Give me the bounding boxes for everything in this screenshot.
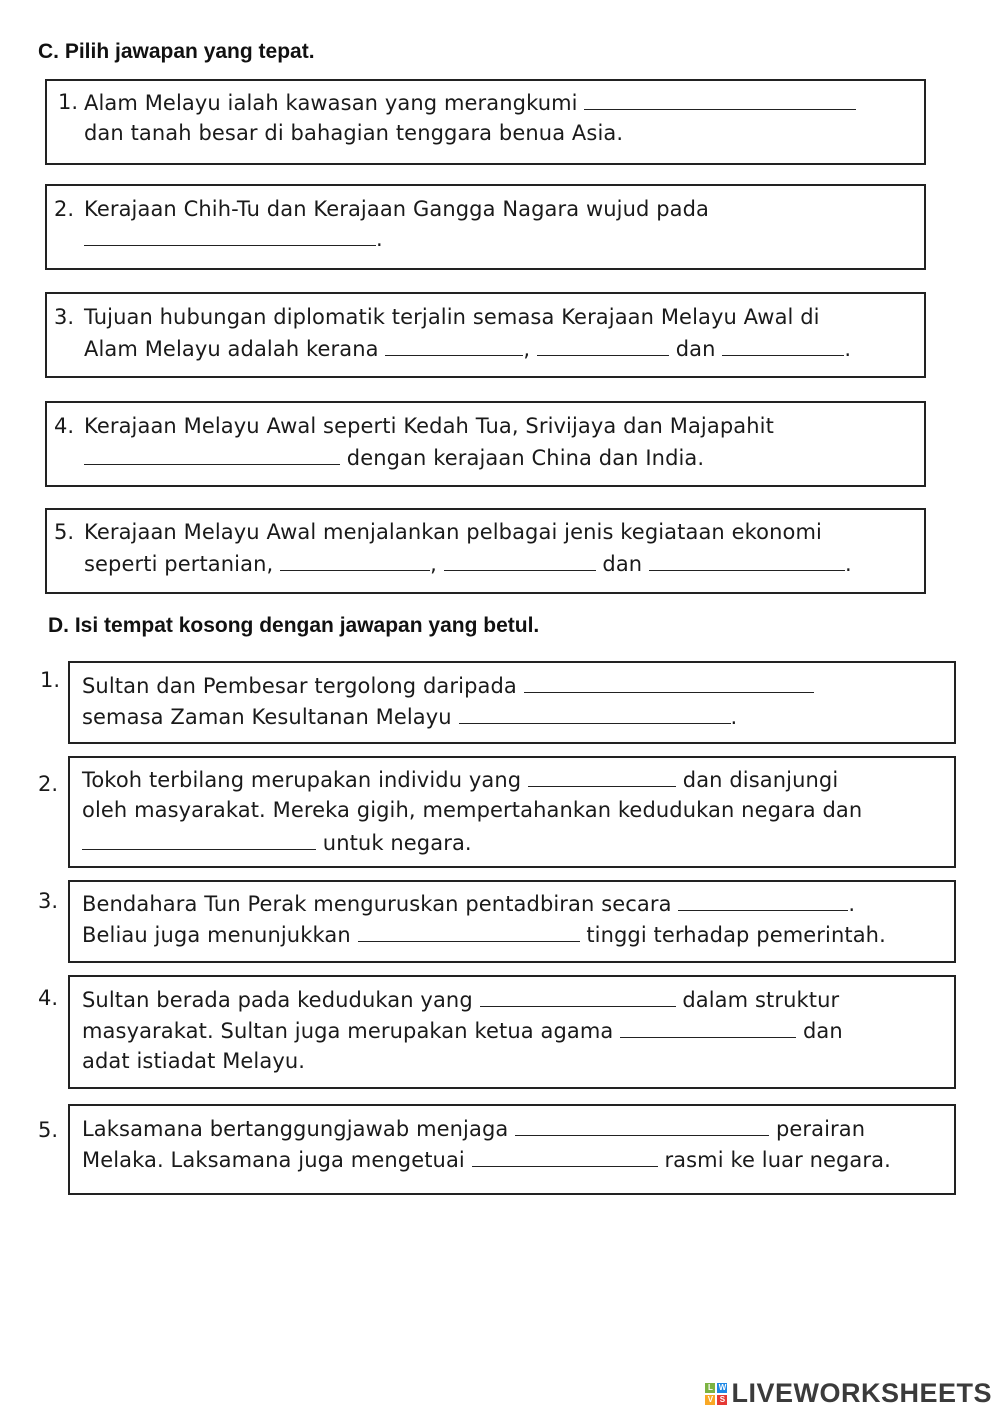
- answer-blank[interactable]: [528, 767, 676, 787]
- question-text: Beliau juga menunjukkan: [82, 923, 351, 947]
- answer-blank[interactable]: [459, 704, 731, 724]
- answer-blank[interactable]: [358, 922, 580, 942]
- answer-blank[interactable]: [444, 551, 596, 571]
- question-text: Kerajaan Melayu Awal seperti Kedah Tua, Srivijaya dan Majapahit: [84, 414, 774, 438]
- question-number: 3.: [38, 889, 59, 913]
- question-number: 2.: [54, 197, 75, 221]
- logo-tile-green: L: [705, 1383, 715, 1393]
- question-box-c2: [45, 184, 926, 270]
- question-text: masyarakat. Sultan juga merupakan ketua agama: [82, 1019, 614, 1043]
- question-text: dan tanah besar di bahagian tenggara benua Asia.: [84, 121, 624, 145]
- question-number: 1.: [58, 90, 79, 114]
- question-text: tinggi terhadap pemerintah.: [586, 923, 886, 947]
- question-box-d2: [68, 756, 956, 868]
- question-text: Sultan dan Pembesar tergolong daripada: [82, 674, 517, 698]
- question-box-d4: [68, 975, 956, 1089]
- question-text: Laksamana bertanggungjawab menjaga: [82, 1117, 509, 1141]
- question-box-d5: [68, 1104, 956, 1195]
- liveworksheets-logo[interactable]: [705, 1378, 992, 1409]
- conjunction: dan: [602, 552, 643, 576]
- question-number: 1.: [40, 668, 61, 692]
- question-number: 4.: [38, 986, 59, 1010]
- logo-tile-blue: W: [718, 1382, 727, 1392]
- question-line: [82, 922, 886, 947]
- punctuation: .: [845, 552, 852, 576]
- question-line: [82, 767, 838, 792]
- punctuation: .: [848, 892, 856, 916]
- answer-blank[interactable]: [678, 891, 848, 911]
- answer-blank[interactable]: [385, 336, 523, 356]
- question-text: semasa Zaman Kesultanan Melayu: [82, 705, 452, 729]
- question-box-c3: [45, 292, 926, 378]
- punctuation: ,: [523, 337, 531, 361]
- question-text: Kerajaan Melayu Awal menjalankan pelbagai jenis kegiataan ekonomi: [84, 520, 822, 544]
- question-box-c1: [45, 79, 926, 165]
- question-text: perairan: [775, 1117, 866, 1141]
- question-box-c5: [45, 508, 926, 594]
- question-text: Bendahara Tun Perak menguruskan pentadbiran secara: [82, 892, 672, 916]
- punctuation: ,: [430, 552, 437, 576]
- question-text: dalam struktur: [682, 988, 840, 1012]
- question-line: [84, 551, 852, 576]
- question-text: seperti pertanian,: [84, 552, 274, 576]
- question-text: Kerajaan Chih-Tu dan Kerajaan Gangga Nagara wujud pada: [84, 197, 710, 221]
- question-text: Alam Melayu adalah kerana: [84, 337, 379, 361]
- question-line: [82, 830, 472, 855]
- answer-blank[interactable]: [82, 830, 316, 850]
- question-line: [84, 445, 704, 470]
- question-line: [82, 1116, 865, 1141]
- answer-blank[interactable]: [722, 336, 844, 356]
- answer-blank[interactable]: [280, 551, 430, 571]
- logo-tile-red: S: [717, 1395, 727, 1405]
- question-line: [82, 891, 855, 916]
- answer-blank[interactable]: [472, 1147, 658, 1167]
- question-line: [84, 90, 856, 115]
- answer-blank[interactable]: [649, 551, 845, 571]
- question-text: untuk negara.: [322, 831, 472, 855]
- logo-text: LIVEWORKSHEETS: [731, 1378, 992, 1408]
- question-text: dengan kerajaan China dan India.: [346, 446, 705, 470]
- answer-blank[interactable]: [524, 673, 814, 693]
- question-number: 2.: [38, 772, 59, 796]
- question-number: 5.: [54, 520, 75, 544]
- question-text: Melaka. Laksamana juga mengetuai: [82, 1148, 465, 1172]
- question-text: dan disanjungi: [682, 768, 839, 792]
- question-number: 3.: [54, 305, 75, 329]
- punctuation: .: [730, 705, 738, 729]
- punctuation: .: [376, 227, 383, 251]
- question-box-d1: [68, 661, 956, 744]
- question-text: Alam Melayu ialah kawasan yang merangkumi: [84, 91, 578, 115]
- answer-blank[interactable]: [84, 445, 340, 465]
- question-line: [82, 673, 814, 698]
- question-text: adat istiadat Melayu.: [82, 1049, 306, 1073]
- question-line: [82, 1147, 891, 1172]
- question-line: [82, 1018, 843, 1043]
- question-text: Tokoh terbilang merupakan individu yang: [82, 768, 522, 792]
- question-box-d3: [68, 880, 956, 963]
- question-number: 5.: [38, 1118, 59, 1142]
- section-d-heading: D. Isi tempat kosong dengan jawapan yang betul.: [48, 614, 540, 637]
- punctuation: .: [844, 337, 852, 361]
- question-line: [82, 704, 737, 729]
- question-text: Sultan berada pada kedudukan yang: [82, 988, 473, 1012]
- answer-blank[interactable]: [84, 226, 376, 246]
- logo-mark-icon: [705, 1383, 727, 1405]
- section-c-heading: C. Pilih jawapan yang tepat.: [38, 40, 315, 63]
- question-line: [82, 987, 839, 1012]
- answer-blank[interactable]: [515, 1116, 769, 1136]
- answer-blank[interactable]: [480, 987, 676, 1007]
- question-line: [84, 336, 851, 361]
- question-text: Tujuan hubungan diplomatik terjalin semasa Kerajaan Melayu Awal di: [84, 305, 820, 329]
- question-text: dan: [802, 1019, 843, 1043]
- answer-blank[interactable]: [537, 336, 669, 356]
- question-box-c4: [45, 401, 926, 487]
- logo-tile-yellow: V: [705, 1395, 715, 1405]
- question-line: [84, 226, 383, 251]
- answer-blank[interactable]: [620, 1018, 796, 1038]
- conjunction: dan: [675, 337, 716, 361]
- answer-blank[interactable]: [584, 90, 856, 110]
- question-number: 4.: [54, 414, 75, 438]
- question-text: rasmi ke luar negara.: [664, 1148, 891, 1172]
- question-text: oleh masyarakat. Mereka gigih, mempertahankan kedudukan negara dan: [82, 798, 863, 822]
